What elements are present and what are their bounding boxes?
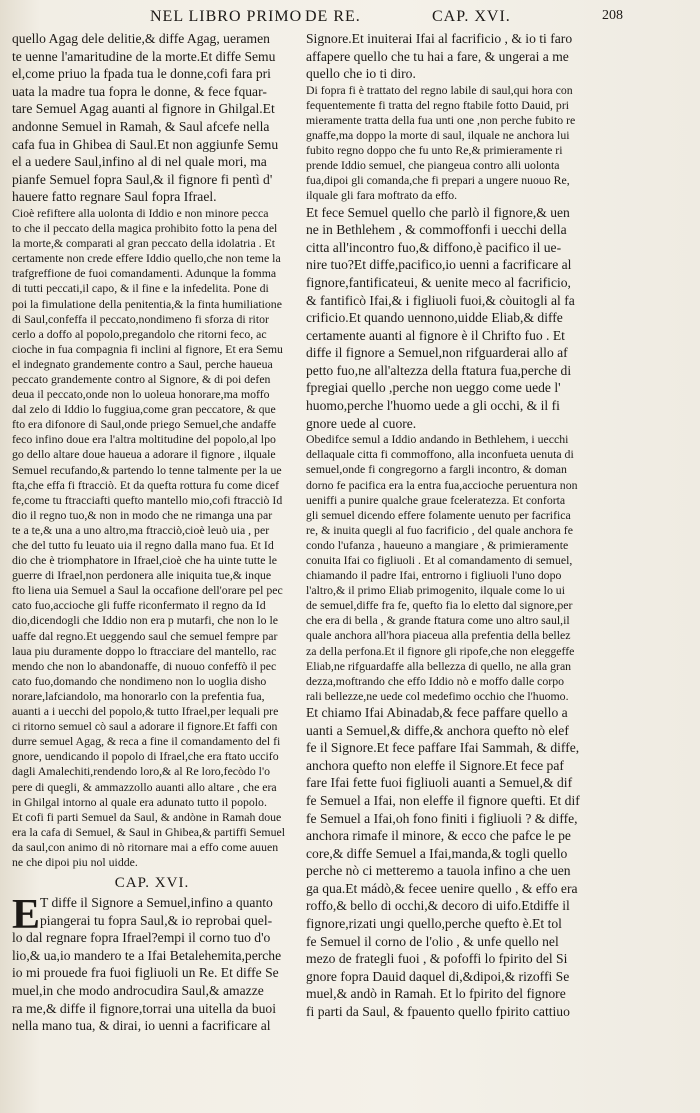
text-line: go dello altare doue haueua a adorare il fignore , ilquale [12, 447, 276, 462]
text-line: fequentemente fi tratta del regno ftabile fotto Dauid, pri [306, 97, 570, 112]
text-line: fe Semuel il corno de l'olio , & unfe quello nel [306, 933, 559, 949]
text-line: cafa fua in Ghibea di Saul.Et non aggiunfe Semu [12, 136, 279, 152]
text-line: gnaffe,ma doppo la morte di saul, ilquale ne anchora lui [306, 128, 570, 143]
chapter-opening [12, 894, 297, 1035]
text-line: poi la fimulatione della penitentia,& la finta humiliatione [12, 296, 282, 311]
text-line: peccato grandemente contro al Signore, & di poi defen [12, 371, 271, 386]
text-line: Cioè refiftere alla uolonta di Iddio e non minore pecca [12, 205, 269, 220]
text-line: affapere quello che tu hai a fare, & ungerai a me [306, 48, 569, 64]
text-line: dio,dicendogli che Iddio non era p mutarfi, che non lo le [12, 613, 279, 628]
text-line: norare,lafciandolo, ma honorarlo con la prefentia fua, [12, 688, 265, 703]
text-line: dagli Amalechiti,rendendo loro,& al Re loro,fecòdo l'o [12, 764, 270, 779]
text-line: fe il Signore.Et fece paffare Ifai Sammah, & diffe, [306, 740, 580, 756]
text-line: dezza,moftrando che effo Iddio nò e moffo dalle corpo [306, 673, 565, 688]
text-line: mendo che non lo abandonaffe, di nuouo confeffò il pec [12, 658, 277, 673]
text-line: Di fopra fi è trattato del regno labile di saul,qui hora con [306, 82, 573, 97]
text-line: conuita Ifai co figliuoli . Et al comandamento di semuel, [306, 553, 573, 567]
text-line: durre semuel Agag, & reca a fine il comandamento del fi [12, 734, 281, 749]
text-line: ci ritorno semuel cò saul a adorare il fignore.Et faffi con [12, 719, 278, 734]
text-line: lio,& ua,io mandero te a Ifai Betalehemita,perche [12, 947, 282, 963]
text-line: ne in Bethlehem , & commoffonfi i uecchi della [306, 222, 567, 238]
text-line: ne che dipoi piu nol uidde. [12, 854, 138, 869]
text-line: di tutti peccati,il capo, & il fine e la infedelita. Pone di [12, 281, 269, 296]
text-line: da saul,con animo di nò ritornare mai a effo come auuen [12, 839, 279, 854]
text-line: petto fuo,ne all'altezza della ftatura fua,perche di [306, 362, 572, 378]
text-line: lo dal regnare fopra Ifrael?empi il corno tuo d'o [12, 930, 271, 946]
text-line: nella mano tua, & dirai, io uenni a facrificare al [12, 1018, 271, 1034]
text-line: condo l'ufanza , haueuno a mangiare , & primieramente [306, 537, 569, 552]
text-line: uanti a Semuel,& diffe,& anchora quefto nò elef [306, 722, 569, 738]
page-number: 208 [602, 8, 623, 23]
text-line: auanti a i uecchi del popolo,& tutto Ifrael,per lequali pre [12, 704, 279, 719]
text-line: uata la madre tua fopra le donne, & fece fquar- [12, 83, 267, 99]
left-text-before [12, 30, 297, 870]
text-line: el indegnato grandemente contro a Saul, perche haueua [12, 356, 273, 371]
text-line: che del tutto fu leuato uia il regno dalla mano fua. Et Id [12, 538, 274, 552]
text-line: quello Agag dele delitie,& diffe Agag, ueramen [12, 31, 270, 46]
text-line: Signore.Et inuiterai Ifai al facrificio , & io ti faro [306, 31, 573, 46]
text-line: pere di quegli, & ammazzollo auanti allo altare , che era [12, 779, 277, 794]
text-line: to che il peccato della magica prohibito fotto la pena del [12, 221, 278, 236]
text-line: Et fece Semuel quello che parlò il fignore,& uen [306, 204, 570, 220]
text-line: fta,che effa fi ftracciò. Et da quefta rottura fu come dicef [12, 477, 280, 492]
text-line: perche nò ci metteremo a tauola infino a che uen [306, 863, 571, 879]
text-line: de semuel,diffe fra fe, quefto fia lo eletto dal signore,per [306, 598, 573, 613]
text-line: in Ghilgal intorno al quale era adunato tutto il popolo. [12, 794, 267, 809]
text-line: gnore uede al cuore. [306, 415, 417, 431]
text-line: l'altro,& il primo Eliab primogenito, ilquale come lo ui [306, 583, 565, 598]
text-line: guerre di Ifrael,non perdonera alle iniquita tue,& inque [12, 568, 272, 583]
text-line: te a te,& una a uno altro,ma ftracciò,cioè leuò uia , per [12, 522, 270, 537]
text-line: rali bellezze,ne uede col medefimo occhio che l'huomo. [306, 688, 569, 703]
text-line: fua,dipoi gli comanda,che fi prepari a ungere nuouo Re, [306, 173, 570, 188]
text-line: fto era difonore di Saul,onde priego Semuel,che andaffe [12, 417, 277, 432]
text-line: re, & inuita quegli al fuo facrificio , del quale anchora fe [306, 522, 573, 537]
text-line: & fantificò Ifai,& i figliuoli fuoi,& còuitogli al fa [306, 292, 575, 308]
text-line: huomo,perche l'huomo uede a gli occhi, & il fi [306, 398, 560, 414]
drop-cap: E [12, 892, 41, 939]
text-line: gnore fopra Dauid daquel di,&dipoi,& rizoffi Se [306, 968, 570, 984]
text-line: feco infino doue era l'altra moltitudine del popolo,al lpo [12, 432, 276, 447]
text-line: di Saul,confeffa il peccato,nondimeno fi sforza di ritor [12, 311, 269, 326]
header-book-subtitle: DE RE. [305, 8, 361, 25]
text-line: piangerai tu fopra Saul,& io reprobai quel- [40, 912, 273, 928]
text-line: tare Semuel Agag auanti al fignore in Ghilgal.Et [12, 101, 275, 117]
text-line: nire tuo?Et diffe,pacifico,io uenni a facrificare al [306, 257, 572, 273]
text-line: T diffe il Signore a Semuel,infino a quanto [40, 895, 273, 911]
text-line: fubito regno doppo che fu unto Re,& primieramente ri [306, 143, 563, 158]
text-line: el,come priuo la fpada tua le donne,cofi fara pri [12, 66, 271, 82]
text-line: semuel,onde fi congregorno a fargli incontro, & doman [306, 462, 567, 477]
text-line: ra me,& diffe il fignore,torrai una uitella da buoi [12, 1000, 276, 1016]
text-line: muel,& andò in Ramah. Et lo fpirito del fignore [306, 986, 566, 1002]
text-line: dio il regno tuo,& non in modo che ne rimanga una par [12, 507, 273, 522]
text-line: Et chiamo Ifai Abinadab,& fece paffare quello a [306, 704, 568, 720]
text-line: Eliab,ne rifguardaffe alla bellezza di quello, ne alla gran [306, 658, 572, 673]
text-line: prende Iddio semuel, che piangeua contro alli uolonta [306, 158, 560, 173]
text-line: fignore,rizati ungi quello,perche quefto è.Et tol [306, 916, 562, 932]
header-chapter: CAP. XVI. [432, 8, 511, 25]
text-line: diffe il fignore a Semuel,non rifguarderai allo af [306, 345, 568, 361]
text-line: roffo,& bello di occhi,& decoro di uifo.Etdiffe il [306, 898, 570, 914]
text-line: fignore,fantificateui, & uenite meco al facrificio, [306, 274, 571, 290]
text-line: el a uedere Saul,infino al di nel quale mori, ma [12, 154, 267, 170]
text-line: Obedifce semul a Iddio andando in Bethlehem, i uecchi [306, 432, 569, 447]
text-line: fe Semuel a Ifai,oh fono finiti i figliuoli ? & diffe, [306, 810, 578, 826]
text-line: gnore, uendicando il popolo di Ifrael,che era ftato uccifo [12, 749, 279, 764]
text-line: fi parti da Saul, & fpauento quello fpirito cattiuo [306, 1004, 570, 1020]
text-line: ilquale gli fara moftrato da effo. [306, 188, 458, 203]
text-line: chiamando il padre Ifai, entrorno i figliuoli l'uno dopo [306, 568, 562, 583]
text-line: deua il peccato,onde non lo uoleua honorare,ma moffo [12, 387, 270, 402]
text-line: dio che è triomphatore in Ifrael,cioè che ha uinte tutte le [12, 553, 277, 568]
text-line: muel,in che modo androcudira Saul,& amazze [12, 983, 264, 999]
running-header [0, 8, 700, 30]
text-line: laua piu duramente doppo lo ftracciare del mantello, rac [12, 643, 277, 658]
text-line: Et cofi fi parti Semuel da Saul, & andòne in Ramah doue [12, 809, 282, 824]
text-line: Semuel recufando,& partendo lo tenne talmente per la ue [12, 462, 282, 477]
text-line: crificio.Et quando uennono,uidde Eliab,& diffe [306, 310, 563, 326]
chapter-heading: CAP. XVI. [114, 875, 190, 892]
text-line: che era di bella , & grande ftatura come uno altro saul,il [306, 613, 570, 628]
text-line: cato fuo,domando che nondimeno non lo uoglia disho [12, 673, 267, 688]
text-line: trafgreffione de fuoi comandamenti. Adunque la fomma [12, 266, 277, 281]
text-line: gli semuel dicendo effere folamente uenuto per facrifica [306, 507, 571, 522]
left-column [12, 30, 297, 1070]
text-line: za della perfona.Et il fignore gli ripofe,che non eleggeffe [306, 643, 575, 658]
text-line: fto liena uia Semuel a Saul la occafione dell'orare pel pec [12, 583, 283, 598]
text-line: mezo de frategli fuoi , & pofoffi lo fpirito del Si [306, 951, 568, 967]
text-line: quale anchora all'hora piaceua alla prefentia della bellez [306, 628, 571, 643]
text-line: citta all'incontro fuo,& diffono,è pacifico il ue- [306, 239, 562, 255]
text-line: fare Ifai fette fuoi figliuoli auanti a Semuel,& dif [306, 775, 573, 791]
text-line: ga qua.Et mádò,& fecee uenire quello , & effo era [306, 880, 578, 896]
text-line: anchora rimafe il minore, & ecco che pafce le pe [306, 828, 571, 844]
text-line: dal zelo di Iddio lo fuggiua,come gran peccatore, & que [12, 402, 276, 417]
header-book-title: NEL LIBRO PRIMO [150, 8, 303, 25]
text-line: la morte,& comparati al gran peccato della idolatria . Et [12, 236, 276, 251]
text-line: te uenne l'amaritudine de la morte.Et diffe Semu [12, 48, 276, 64]
text-line: era la cafa di Semuel, & Saul in Ghibea,& partiffi Semuel [12, 824, 285, 839]
text-line: fe,come tu ftracciafti quefto mantello mio,cofi ftracciò Id [12, 492, 283, 507]
text-line: cato fuo,accioche gli fuffe riconfermato il regno da Id [12, 598, 266, 613]
text-line: anchora quefto non eleffe il Signore.Et fece paf [306, 757, 564, 773]
text-line: cerlo a doffo al popolo,pregandolo che ritorni feco, ac [12, 326, 267, 341]
text-line: certamente auanti al fignore è il Chrifto fuo . Et [306, 327, 565, 343]
right-text [306, 30, 612, 1021]
text-line: ueniffi a punire qualche graue fceleratezza. Et conforta [306, 492, 566, 507]
text-line: dellaquale citta fi commoffono, alla inconfueta uenuta di [306, 447, 574, 462]
text-line: pianfe Semuel fopra Saul,& il fignore fi pentì d' [12, 171, 273, 187]
text-line: cioche in fua compagnia fi inclini al fignore, Et era Semu [12, 341, 283, 356]
left-text-after [12, 894, 297, 1035]
text-line: core,& diffe Semuel a Ifai,manda,& togli quello [306, 845, 568, 861]
text-line: hauere fatto regnare Saul fopra Ifrael. [12, 189, 217, 205]
text-line: fpregiai quello ,perche non ueggo come uede l' [306, 380, 561, 396]
text-line: certamente non crede effere Iddio quello,che non teme la [12, 251, 281, 266]
text-line: mieramente tratta della fua unti one ,non perche fubito re [306, 112, 576, 127]
text-line: andonne Semuel in Ramah, & Saul afcefe nella [12, 118, 270, 134]
text-line: fe Semuel a Ifai, non eleffe il fignore quefti. Et dif [306, 792, 580, 808]
text-line: uaffe dal regno.Et ueggendo saul che semuel fempre par [12, 628, 278, 643]
text-line: io mi prouede fra fuoi figliuoli un Re. Et diffe Se [12, 965, 279, 981]
text-line: quello che io ti diro. [306, 66, 416, 82]
right-column [306, 30, 612, 1070]
text-line: dorno fe pacifica era la entra fua,accioche peruentura non [306, 477, 578, 492]
